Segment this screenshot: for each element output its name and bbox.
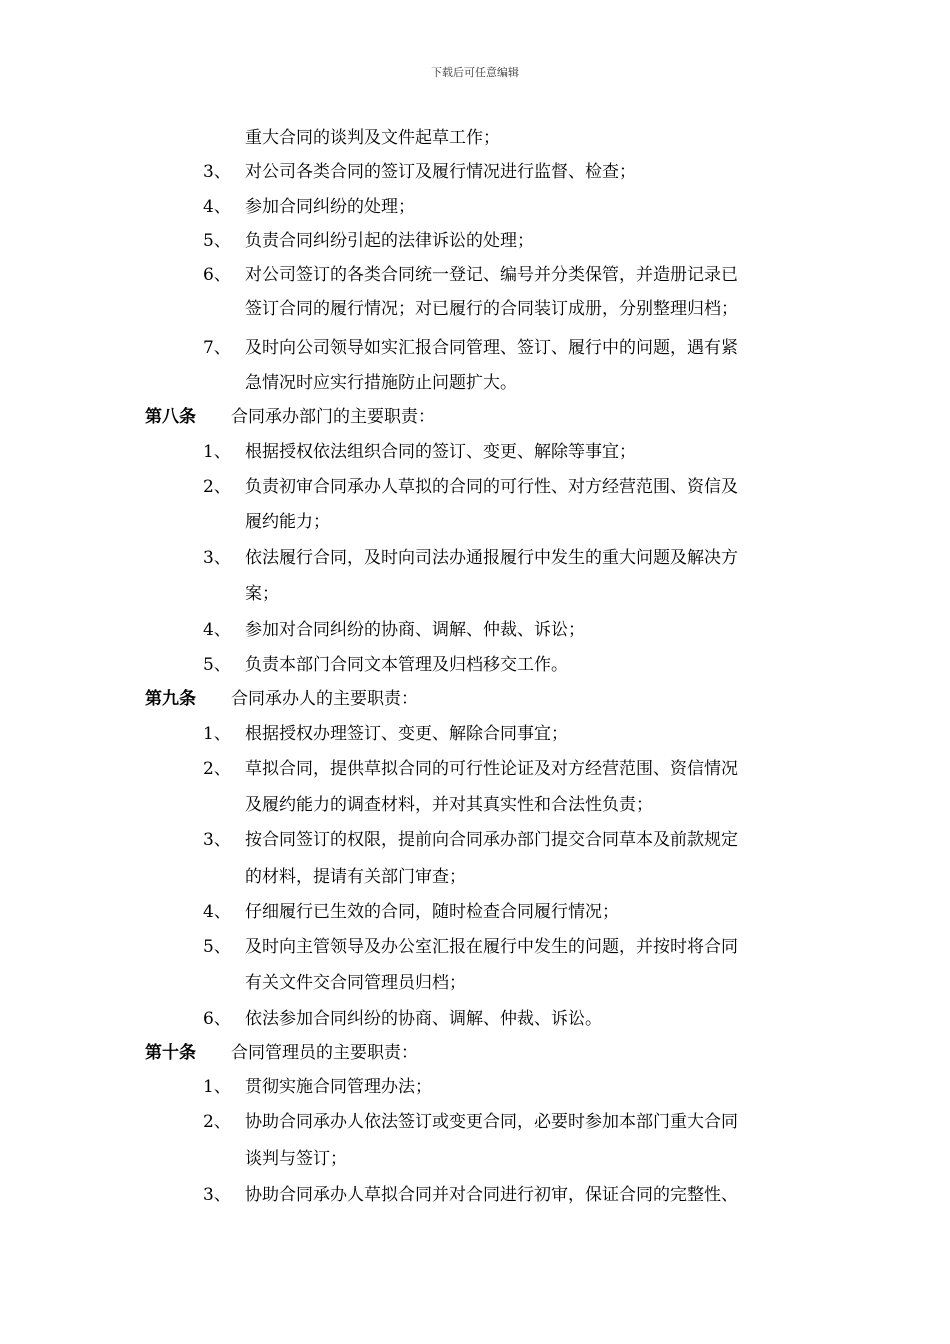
article-title: 合同承办人的主要职责： [231,689,418,709]
clause-text: 按合同签订的权限，提前向合同承办部门提交合同草本及前款规定 [245,830,738,850]
clause-text: 协助合同承办人草拟合同并对合同进行初审，保证合同的完整性、 [245,1185,738,1205]
article-heading: 第八条 [145,407,196,427]
clause-text: 根据授权依法组织合同的签订、变更、解除等事宜； [245,442,636,462]
item-number: 3、 [203,162,231,182]
item-number: 5、 [203,655,231,675]
article-title: 合同管理员的主要职责： [231,1043,418,1063]
clause-text: 签订合同的履行情况；对已履行的合同装订成册，分别整理归档； [245,299,738,319]
clause-text: 重大合同的谈判及文件起草工作； [245,128,500,148]
page-header: 下载后可任意编辑 [431,66,519,79]
clause-text: 负责合同纠纷引起的法律诉讼的处理； [245,231,534,251]
item-number: 3、 [203,548,231,568]
clause-text: 及履约能力的调查材料，并对其真实性和合法性负责； [245,795,653,815]
clause-text: 的材料，提请有关部门审查； [245,867,466,887]
item-number: 6、 [203,1009,231,1029]
clause-text: 及时向主管领导及办公室汇报在履行中发生的问题，并按时将合同 [245,937,738,957]
clause-text: 贯彻实施合同管理办法； [245,1077,432,1097]
clause-text: 对公司签订的各类合同统一登记、编号并分类保管，并造册记录已 [245,265,738,285]
clause-text: 根据授权办理签订、变更、解除合同事宜； [245,724,568,744]
clause-text: 有关文件交合同管理员归档； [245,973,466,993]
item-number: 4、 [203,620,231,640]
item-number: 5、 [203,231,231,251]
clause-text: 仔细履行已生效的合同，随时检查合同履行情况； [245,902,619,922]
item-number: 1、 [203,442,231,462]
article-heading: 第九条 [145,689,196,709]
item-number: 2、 [203,477,231,497]
clause-text: 草拟合同，提供草拟合同的可行性论证及对方经营范围、资信情况 [245,759,738,779]
item-number: 3、 [203,1185,231,1205]
clause-text: 急情况时应实行措施防止问题扩大。 [245,373,517,393]
clause-text: 依法参加合同纠纷的协商、调解、仲裁、诉讼。 [245,1009,602,1029]
clause-text: 履约能力； [245,512,330,532]
item-number: 2、 [203,1112,231,1132]
item-number: 1、 [203,724,231,744]
clause-text: 协助合同承办人依法签订或变更合同，必要时参加本部门重大合同 [245,1112,738,1132]
item-number: 5、 [203,937,231,957]
article-title: 合同承办部门的主要职责： [231,407,435,427]
clause-text: 依法履行合同，及时向司法办通报履行中发生的重大问题及解决方 [245,548,738,568]
item-number: 6、 [203,265,231,285]
item-number: 2、 [203,759,231,779]
item-number: 3、 [203,830,231,850]
item-number: 4、 [203,902,231,922]
clause-text: 参加对合同纠纷的协商、调解、仲裁、诉讼； [245,620,585,640]
clause-text: 负责本部门合同文本管理及归档移交工作。 [245,655,568,675]
clause-text: 及时向公司领导如实汇报合同管理、签订、履行中的问题，遇有紧 [245,338,738,358]
article-heading: 第十条 [145,1043,196,1063]
item-number: 7、 [203,338,231,358]
clause-text: 谈判与签订； [245,1149,347,1169]
clause-text: 案； [245,584,279,604]
item-number: 1、 [203,1077,231,1097]
clause-text: 对公司各类合同的签订及履行情况进行监督、检查； [245,162,636,182]
clause-text: 参加合同纠纷的处理； [245,197,415,217]
clause-text: 负责初审合同承办人草拟的合同的可行性、对方经营范围、资信及 [245,477,738,497]
item-number: 4、 [203,197,231,217]
